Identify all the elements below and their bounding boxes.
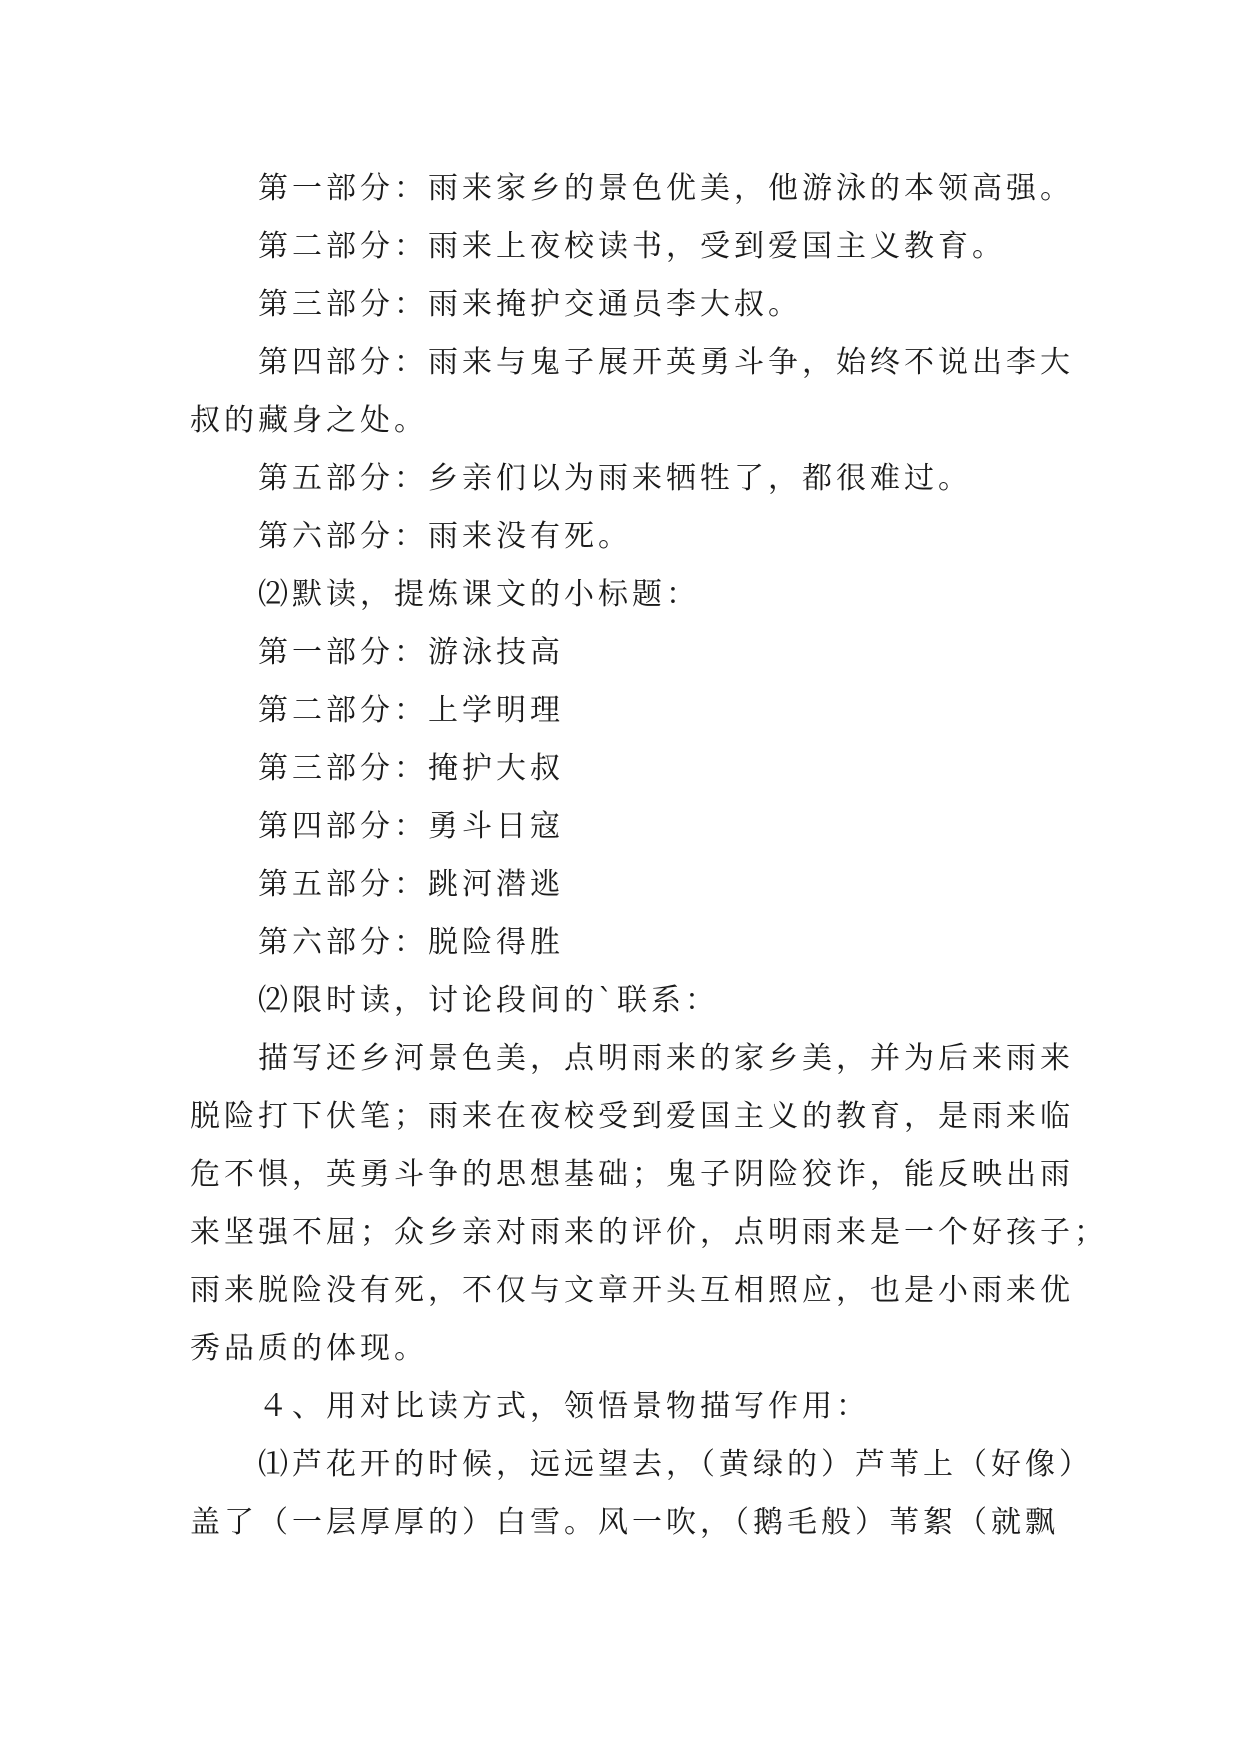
text-line: ⑴芦花开的时候，远远望去，（黄绿的）芦苇上（好像） [258,1447,1093,1482]
text-line: 第二部分：上学明理 [258,693,564,728]
text-line: 叔的藏身之处。 [190,403,428,438]
text-line: 雨来脱险没有死，不仅与文章开头互相照应，也是小雨来优 [190,1273,1074,1308]
text-line: ⑵默读，提炼课文的小标题： [258,577,700,612]
text-line: 脱险打下伏笔；雨来在夜校受到爱国主义的教育，是雨来临 [190,1099,1074,1134]
text-line: 第二部分：雨来上夜校读书，受到爱国主义教育。 [258,229,1006,264]
text-line: 第四部分：勇斗日寇 [258,809,564,844]
text-line: 第一部分：雨来家乡的景色优美，他游泳的本领高强。 [258,171,1074,206]
text-line: 来坚强不屈；众乡亲对雨来的评价，点明雨来是一个好孩子； [190,1215,1108,1250]
text-line: 第四部分：雨来与鬼子展开英勇斗争，始终不说出李大 [258,345,1074,380]
text-line: 第五部分：乡亲们以为雨来牺牲了，都很难过。 [258,461,972,496]
text-line: 秀品质的体现。 [190,1331,428,1366]
text-line: 描写还乡河景色美，点明雨来的家乡美，并为后来雨来 [258,1041,1074,1076]
text-line: 第一部分：游泳技高 [258,635,564,670]
text-line: 第六部分：脱险得胜 [258,925,564,960]
text-line: 第三部分：掩护大叔 [258,751,564,786]
text-line: 第六部分：雨来没有死。 [258,519,632,554]
text-line: 第五部分：跳河潜逃 [258,867,564,902]
text-line: 危不惧，英勇斗争的思想基础；鬼子阴险狡诈，能反映出雨 [190,1157,1074,1192]
text-line: 盖了（一层厚厚的）白雪。风一吹，（鹅毛般）苇絮（就飘 [190,1505,1059,1540]
text-line: ⑵限时读，讨论段间的`联系： [258,983,719,1018]
document-body [190,160,1108,1552]
text-line: 第三部分：雨来掩护交通员李大叔。 [258,287,802,322]
text-line: ４、用对比读方式，领悟景物描写作用： [258,1389,870,1424]
